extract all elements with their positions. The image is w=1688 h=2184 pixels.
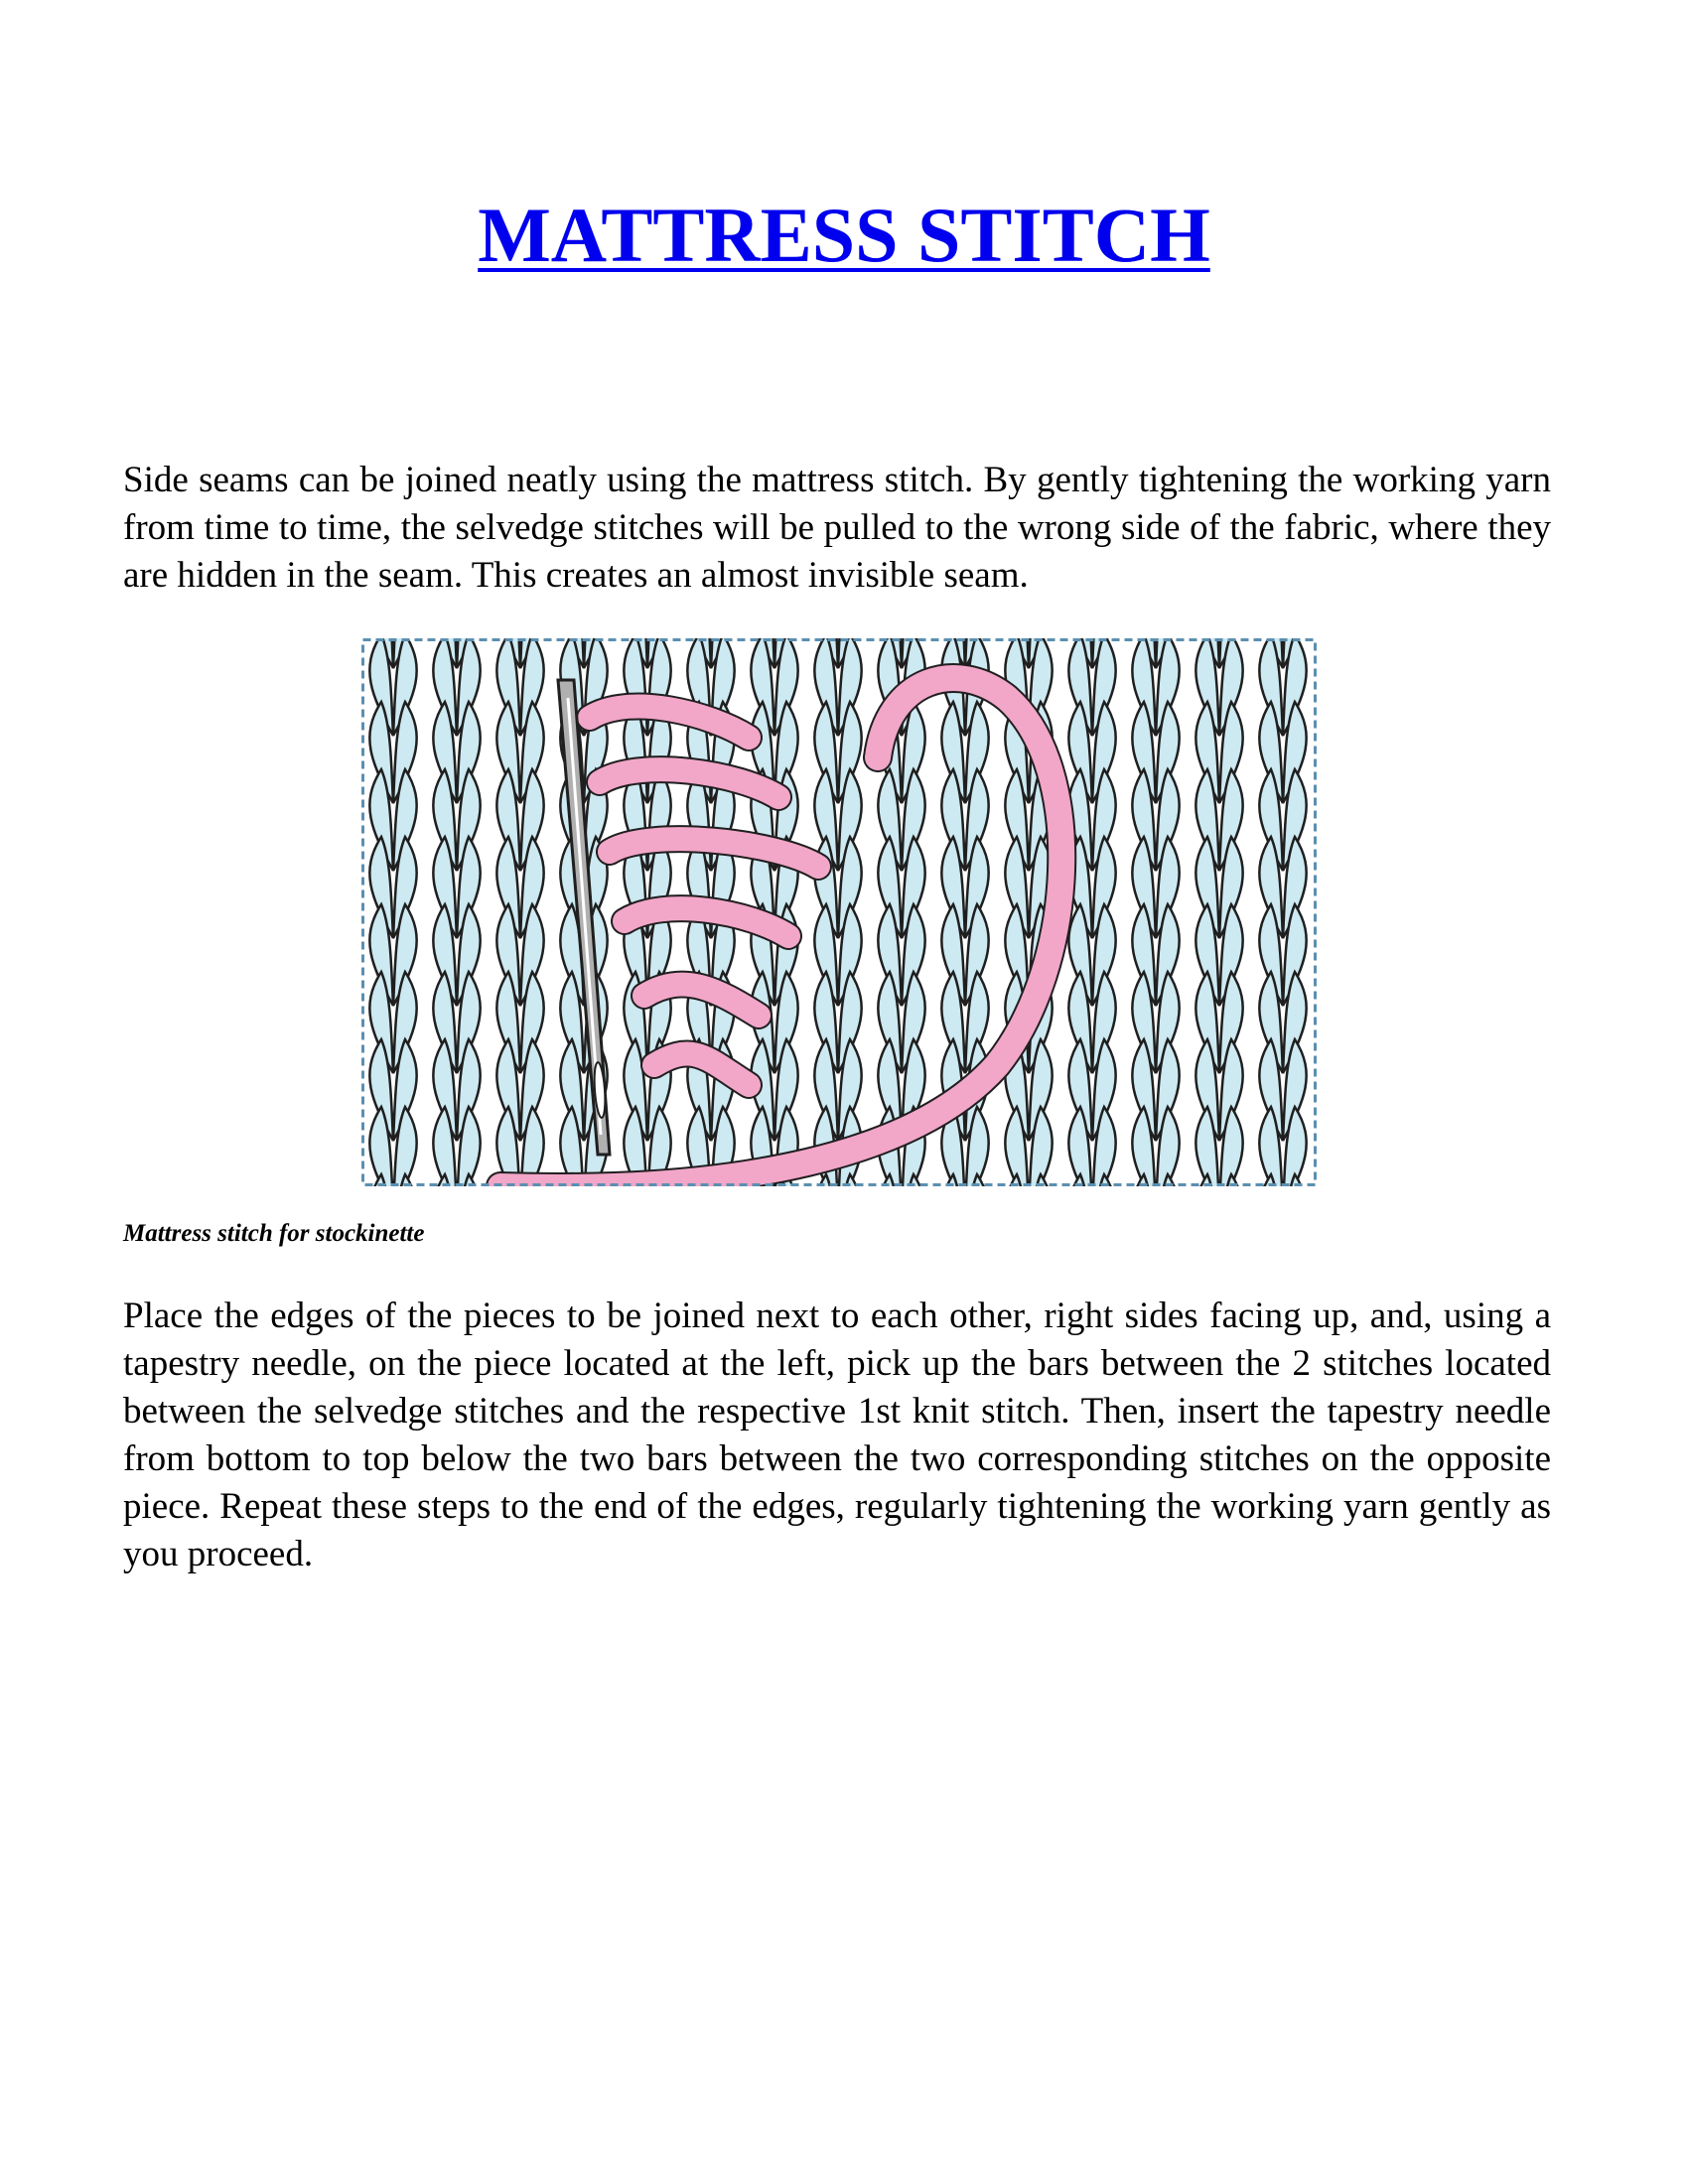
mattress-stitch-figure <box>361 638 1317 1186</box>
figure-caption: Mattress stitch for stockinette <box>123 1220 425 1247</box>
instructions-paragraph: Place the edges of the pieces to be joined next to each other, right sides facing up, and, using a tapestry needle, on the piece located at the left, pick up the bars between the 2 stitches located between the selvedge stitches and the respective 1st knit stitch. Then, insert the tapestry needle from bottom to top below the two bars between the two corresponding stitches on the opposite piece. Repeat these steps to the end of the edges, regularly tightening the working yarn gently as you proceed. <box>123 1296 1551 1574</box>
page-title[interactable]: MATTRESS STITCH <box>478 192 1210 278</box>
intro-paragraph: Side seams can be joined neatly using the mattress stitch. By gently tightening the working yarn from time to time, the selvedge stitches will be pulled to the wrong side of the fabric, where they are hidden in the seam. This creates an almost invisible seam. <box>123 460 1551 596</box>
knitting-mattress-stitch-icon <box>361 638 1317 1186</box>
